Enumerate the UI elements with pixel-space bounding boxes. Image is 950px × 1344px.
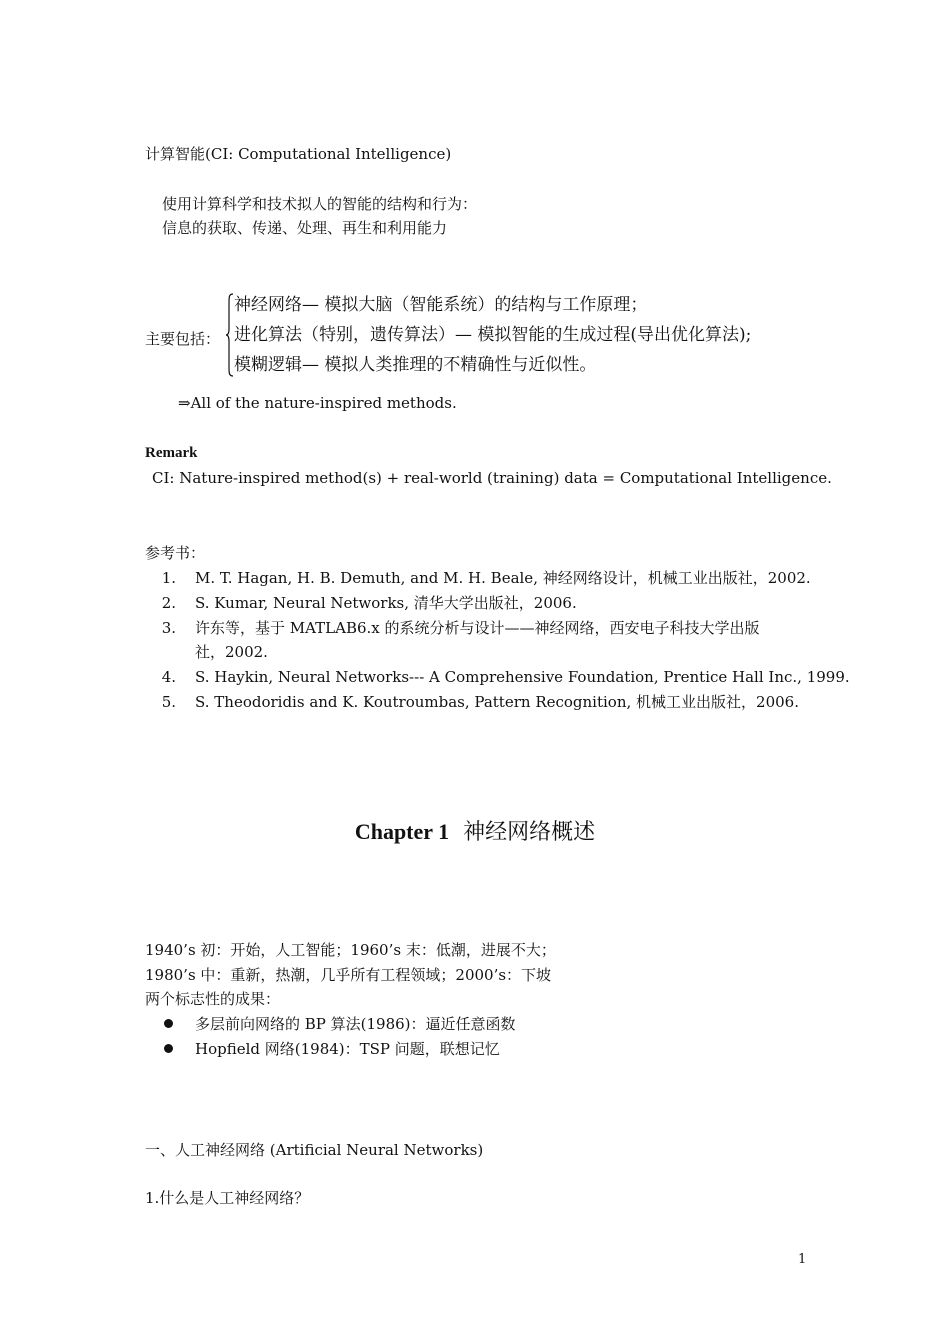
ci-heading: 计算智能(CI: Computational Intelligence) — [145, 145, 452, 163]
includes-label: 主要包括： — [145, 330, 221, 348]
reference-item: S. Theodoridis and K. Koutroumbas, Pattern Recognition, 机械工业出版社，2006. — [195, 693, 799, 711]
remark-text: CI: Nature-inspired method(s) + real-world (training) data = Computational Intelligence. — [152, 469, 832, 487]
reference-number: 4. — [161, 668, 176, 686]
bullet-icon — [164, 1019, 173, 1028]
reference-item: M. T. Hagan, H. B. Demuth, and M. H. Beale, 神经网络设计，机械工业出版社，2002. — [195, 569, 811, 587]
includes-item-evolutionary: 进化算法（特别，遗传算法）— 模拟智能的生成过程(导出优化算法); — [234, 325, 752, 345]
ci-definition-line1: 使用计算科学和技术拟人的智能的结构和行为： — [162, 195, 478, 213]
history-line3: 两个标志性的成果： — [145, 990, 281, 1008]
includes-item-fuzzy-logic: 模糊逻辑— 模拟人类推理的不精确性与近似性。 — [234, 355, 597, 375]
reference-item: 许东等，基于 MATLAB6.x 的系统分析与设计——神经网络，西安电子科技大学出版 — [195, 619, 760, 637]
nature-inspired-note: ⇒All of the nature-inspired methods. — [178, 394, 457, 412]
bullet-icon — [164, 1044, 173, 1053]
reference-item: S. Kumar, Neural Networks, 清华大学出版社，2006. — [195, 594, 577, 612]
includes-item-neural-network: 神经网络— 模拟大脑（智能系统）的结构与工作原理； — [234, 295, 648, 315]
page-number: 1 — [798, 1252, 807, 1267]
curly-brace — [226, 293, 234, 377]
subsection-heading: 1.什么是人工神经网络？ — [145, 1189, 310, 1207]
chapter-title — [0, 816, 950, 849]
includes-list — [234, 290, 751, 380]
reference-number: 3. — [161, 619, 176, 637]
bullet-item-bp: 多层前向网络的 BP 算法(1986)：逼近任意函数 — [195, 1015, 516, 1033]
ci-definition-line2: 信息的获取、传递、处理、再生和利用能力 — [162, 219, 448, 237]
reference-item-continuation: 社，2002. — [195, 643, 268, 661]
reference-item: S. Haykin, Neural Networks--- A Comprehensive Foundation, Prentice Hall Inc., 1999. — [195, 668, 850, 686]
history-line1: 1940’s 初：开始，人工智能；1960’s 末：低潮，进展不大； — [145, 941, 556, 959]
history-line2: 1980’s 中：重新，热潮，几乎所有工程领域；2000’s：下坡 — [145, 966, 552, 984]
reference-number: 5. — [161, 693, 176, 711]
chapter-label: Chapter 1 — [354, 819, 450, 844]
remark-title: Remark — [145, 445, 198, 461]
reference-number: 2. — [161, 594, 176, 612]
references-title: 参考书： — [145, 544, 206, 562]
reference-number: 1. — [161, 569, 176, 587]
section-heading: 一、人工神经网络 (Artificial Neural Networks) — [145, 1141, 484, 1159]
bullet-item-hopfield: Hopfield 网络(1984)：TSP 问题，联想记忆 — [195, 1040, 500, 1058]
chapter-name: 神经网络概述 — [463, 820, 596, 845]
